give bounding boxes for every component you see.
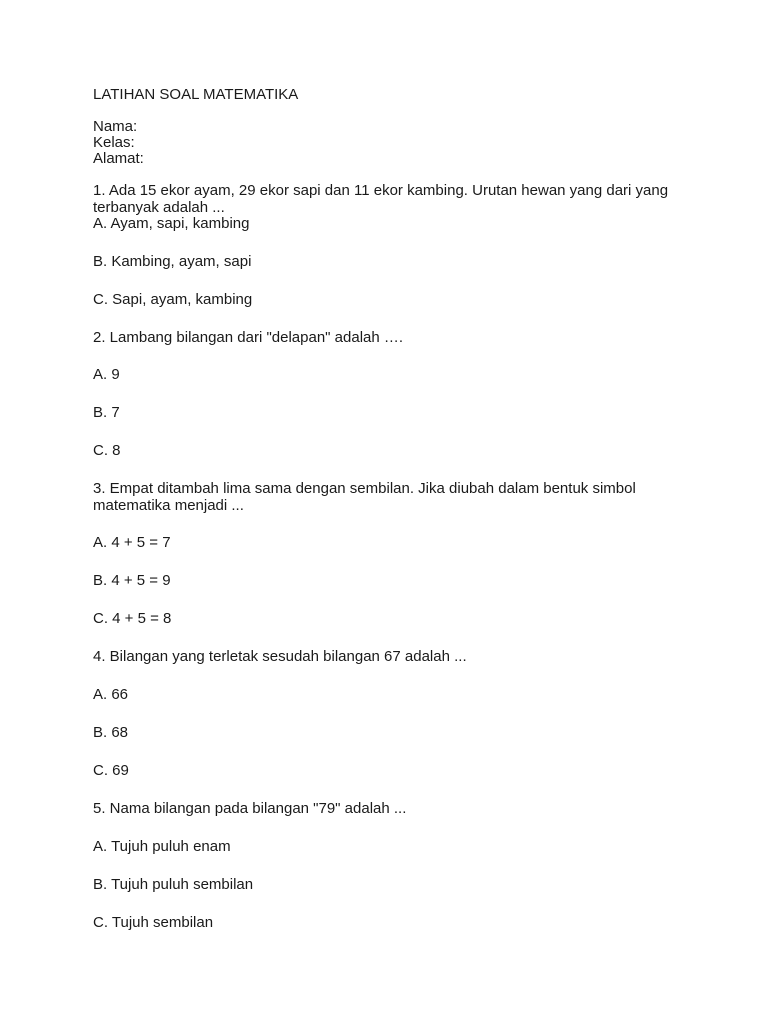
field-kelas: Kelas: — [93, 134, 135, 151]
question-1-option-c: C. Sapi, ayam, kambing — [93, 291, 253, 308]
question-3-text: 3. Empat ditambah lima sama dengan sembilan. Jika diubah dalam bentuk simbol matematika menjadi ... — [93, 480, 636, 514]
question-3-option-c: C. 4 + 5 = 8 — [93, 610, 172, 627]
document-title: LATIHAN SOAL MATEMATIKA — [93, 86, 299, 103]
question-5-option-b: B. Tujuh puluh sembilan — [93, 876, 254, 893]
question-4-option-c: C. 69 — [93, 762, 129, 779]
question-2-option-c: C. 8 — [93, 442, 121, 459]
question-2-option-b: B. 7 — [93, 404, 120, 421]
question-1-option-a: A. Ayam, sapi, kambing — [93, 215, 250, 232]
question-3-option-a: A. 4 + 5 = 7 — [93, 534, 171, 551]
question-5-option-c: C. Tujuh sembilan — [93, 914, 214, 931]
field-nama: Nama: — [93, 118, 138, 135]
question-5-option-a: A. Tujuh puluh enam — [93, 838, 231, 855]
question-1-text: 1. Ada 15 ekor ayam, 29 ekor sapi dan 11 ekor kambing. Urutan hewan yang dari yang terbanyak adalah ... — [93, 182, 669, 216]
question-5-text: 5. Nama bilangan pada bilangan "79" adalah ... — [93, 800, 407, 817]
question-1-option-b: B. Kambing, ayam, sapi — [93, 253, 252, 270]
question-2-text: 2. Lambang bilangan dari "delapan" adalah …. — [93, 329, 404, 346]
question-3-option-b: B. 4 + 5 = 9 — [93, 572, 171, 589]
question-4-option-b: B. 68 — [93, 724, 129, 741]
question-4-text: 4. Bilangan yang terletak sesudah bilangan 67 adalah ... — [93, 648, 467, 665]
question-4-option-a: A. 66 — [93, 686, 129, 703]
question-2-option-a: A. 9 — [93, 366, 120, 383]
field-alamat: Alamat: — [93, 150, 144, 167]
